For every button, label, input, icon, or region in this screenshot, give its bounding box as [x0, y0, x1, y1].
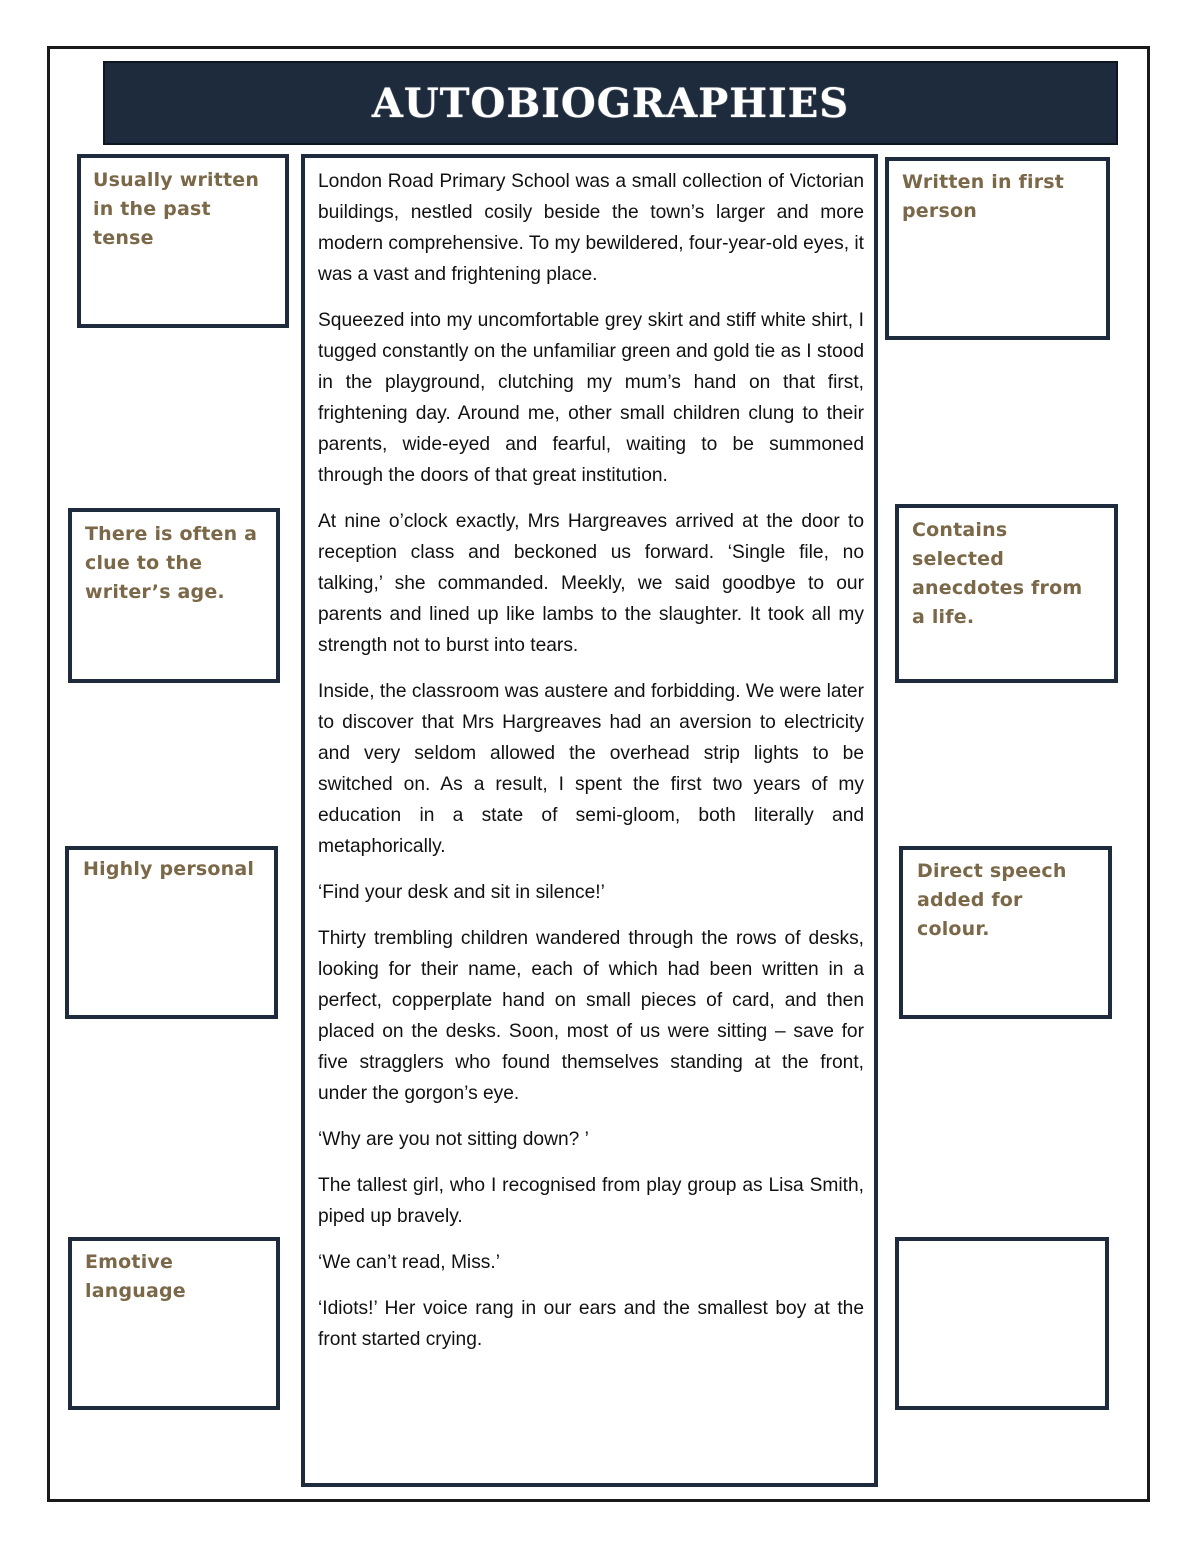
- right-note-1: Written in first person: [902, 171, 1065, 222]
- passage-paragraph-9: ‘We can’t read, Miss.’: [318, 1252, 500, 1273]
- passage-paragraph-4: Inside, the classroom was austere and forbidding. We were later to discover that Mrs Hargreaves had an aversion to electricity and very seldom allowed the overhead strip lights to be switched on. As a result, I spent the first two years of my education in a state of semi-gloom, both literally and metaphorically.: [318, 681, 864, 857]
- passage-paragraph-6: Thirty trembling children wandered through the rows of desks, looking for their name, each of which had been written in a perfect, copperplate hand on small pieces of card, and then placed on the desks. Soon, most of us were sitting – save for five stragglers who found themselves standing at the front, under the gorgon’s eye.: [318, 928, 864, 1104]
- passage-paragraph-2: Squeezed into my uncomfortable grey skirt and stiff white shirt, I tugged constantly on the unfamiliar green and gold tie as I stood in the playground, clutching my mum’s hand on that first, frightening day. Around me, other small children clung to their parents, wide-eyed and fearful, waiting to be summoned through the doors of that great institution.: [318, 310, 864, 486]
- right-note-box-4: [895, 1237, 1109, 1410]
- passage-paragraph-10: ‘Idiots!’ Her voice rang in our ears and the smallest boy at the front started crying.: [318, 1298, 864, 1350]
- left-note-4: Emotive language: [85, 1251, 186, 1302]
- passage: [318, 166, 864, 1370]
- left-note-2: There is often a clue to the writer’s age.: [85, 523, 258, 603]
- right-note-3: Direct speech added for colour.: [917, 860, 1067, 940]
- right-note-2: Contains selected anecdotes from a life.: [912, 519, 1083, 628]
- page-title: AUTOBIOGRAPHIES: [371, 79, 850, 127]
- title-banner: [103, 61, 1118, 145]
- left-note-3: Highly personal: [83, 858, 255, 880]
- passage-paragraph-8: The tallest girl, who I recognised from play group as Lisa Smith, piped up bravely.: [318, 1175, 864, 1227]
- left-note-1: Usually written in the past tense: [93, 169, 260, 249]
- passage-paragraph-7: ‘Why are you not sitting down? ’: [318, 1129, 589, 1150]
- passage-paragraph-1: London Road Primary School was a small collection of Victorian buildings, nestled cosily beside the town’s larger and more modern comprehensive. To my bewildered, four-year-old eyes, it was a vast and frightening place.: [318, 171, 864, 285]
- passage-paragraph-3: At nine o’clock exactly, Mrs Hargreaves arrived at the door to reception class and beckoned us forward. ‘Single file, no talking,’ she commanded. Meekly, we said goodbye to our parents and lined up like lambs to the slaughter. It took all my strength not to burst into tears.: [318, 511, 864, 656]
- passage-paragraph-5: ‘Find your desk and sit in silence!’: [318, 882, 605, 903]
